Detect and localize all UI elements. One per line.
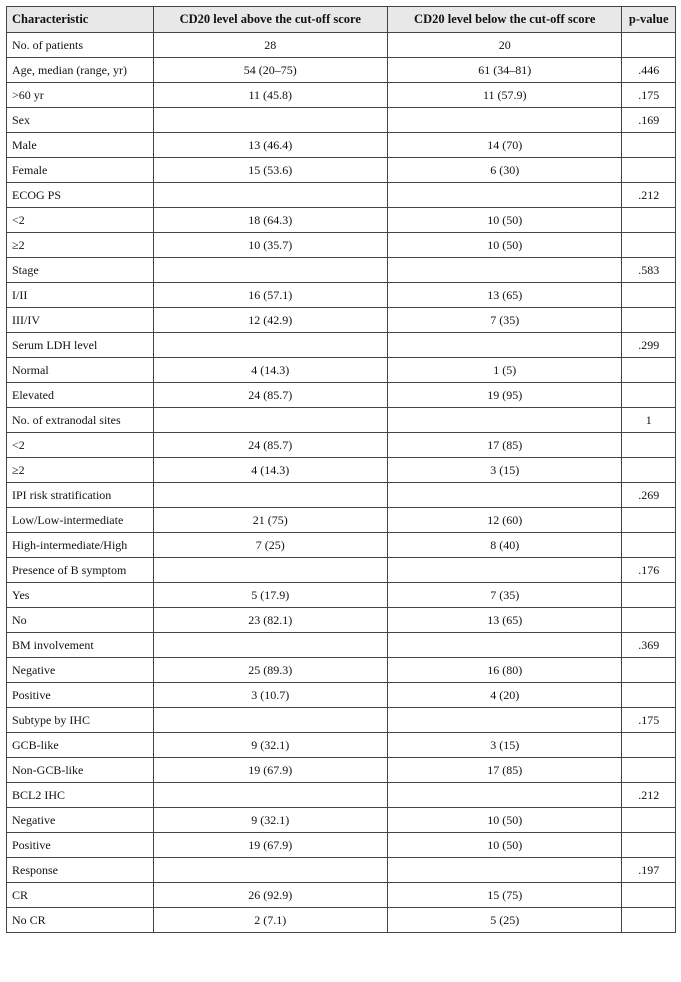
characteristic-cell: Positive [7,833,154,858]
table-row [7,558,676,583]
table-row [7,33,676,58]
p-value-cell [622,508,676,533]
characteristic-cell: I/II [7,283,154,308]
table-row [7,83,676,108]
characteristic-cell: Presence of B symptom [7,558,154,583]
table-row [7,858,676,883]
below-cutoff-cell: 16 (80) [387,658,621,683]
characteristic-cell: Yes [7,583,154,608]
p-value-cell [622,808,676,833]
characteristic-cell: Subtype by IHC [7,708,154,733]
table-header [7,7,676,33]
above-cutoff-cell: 9 (32.1) [153,808,387,833]
p-value-cell [622,208,676,233]
characteristic-cell: ECOG PS [7,183,154,208]
p-value-cell: 1 [622,408,676,433]
below-cutoff-cell: 17 (85) [387,758,621,783]
p-value-cell [622,583,676,608]
below-cutoff-cell [387,708,621,733]
below-cutoff-cell: 15 (75) [387,883,621,908]
characteristic-cell: High-intermediate/High [7,533,154,558]
above-cutoff-cell: 24 (85.7) [153,433,387,458]
p-value-cell: .446 [622,58,676,83]
above-cutoff-cell [153,108,387,133]
table-row [7,658,676,683]
p-value-cell [622,533,676,558]
above-cutoff-cell: 16 (57.1) [153,283,387,308]
characteristic-cell: GCB-like [7,733,154,758]
above-cutoff-cell: 18 (64.3) [153,208,387,233]
p-value-cell [622,608,676,633]
below-cutoff-cell: 5 (25) [387,908,621,933]
below-cutoff-cell: 61 (34–81) [387,58,621,83]
characteristic-cell: <2 [7,208,154,233]
p-value-cell: .169 [622,108,676,133]
characteristic-cell: No CR [7,908,154,933]
table-row [7,433,676,458]
table-row [7,733,676,758]
header-cd20-below: CD20 level below the cut-off score [387,7,621,33]
above-cutoff-cell: 11 (45.8) [153,83,387,108]
above-cutoff-cell [153,558,387,583]
p-value-cell [622,358,676,383]
characteristic-cell: BCL2 IHC [7,783,154,808]
table-row [7,408,676,433]
p-value-cell [622,883,676,908]
p-value-cell: .269 [622,483,676,508]
p-value-cell: .212 [622,183,676,208]
above-cutoff-cell [153,408,387,433]
table-row [7,508,676,533]
p-value-cell [622,833,676,858]
p-value-cell: .299 [622,333,676,358]
below-cutoff-cell [387,183,621,208]
characteristic-cell: >60 yr [7,83,154,108]
characteristic-cell: Non-GCB-like [7,758,154,783]
p-value-cell [622,733,676,758]
p-value-cell: .583 [622,258,676,283]
above-cutoff-cell: 13 (46.4) [153,133,387,158]
p-value-cell: .176 [622,558,676,583]
p-value-cell [622,233,676,258]
table-row [7,483,676,508]
above-cutoff-cell [153,858,387,883]
table-row [7,58,676,83]
characteristic-cell: No [7,608,154,633]
characteristic-cell: III/IV [7,308,154,333]
header-row [7,7,676,33]
table-row [7,183,676,208]
characteristic-cell: Sex [7,108,154,133]
table-body [7,33,676,933]
characteristic-cell: Normal [7,358,154,383]
characteristic-cell: Age, median (range, yr) [7,58,154,83]
above-cutoff-cell: 19 (67.9) [153,833,387,858]
below-cutoff-cell: 10 (50) [387,208,621,233]
table-row [7,708,676,733]
above-cutoff-cell: 24 (85.7) [153,383,387,408]
characteristic-cell: No. of patients [7,33,154,58]
table-row [7,108,676,133]
characteristic-cell: CR [7,883,154,908]
table-row [7,608,676,633]
p-value-cell [622,758,676,783]
above-cutoff-cell: 19 (67.9) [153,758,387,783]
table-row [7,358,676,383]
above-cutoff-cell [153,633,387,658]
p-value-cell [622,683,676,708]
table-row [7,633,676,658]
p-value-cell [622,908,676,933]
characteristic-cell: Negative [7,658,154,683]
table-row [7,458,676,483]
below-cutoff-cell: 4 (20) [387,683,621,708]
p-value-cell: .175 [622,708,676,733]
below-cutoff-cell: 7 (35) [387,308,621,333]
below-cutoff-cell: 12 (60) [387,508,621,533]
p-value-cell [622,658,676,683]
above-cutoff-cell: 21 (75) [153,508,387,533]
p-value-cell [622,33,676,58]
above-cutoff-cell: 4 (14.3) [153,458,387,483]
header-characteristic: Characteristic [7,7,154,33]
below-cutoff-cell: 20 [387,33,621,58]
below-cutoff-cell: 13 (65) [387,608,621,633]
table-row [7,883,676,908]
above-cutoff-cell: 3 (10.7) [153,683,387,708]
characteristic-cell: Elevated [7,383,154,408]
p-value-cell: .369 [622,633,676,658]
table-row [7,158,676,183]
table-row [7,908,676,933]
characteristic-cell: Positive [7,683,154,708]
above-cutoff-cell [153,333,387,358]
table-row [7,583,676,608]
p-value-cell [622,133,676,158]
below-cutoff-cell [387,783,621,808]
above-cutoff-cell: 25 (89.3) [153,658,387,683]
above-cutoff-cell [153,783,387,808]
above-cutoff-cell: 9 (32.1) [153,733,387,758]
table-row [7,283,676,308]
table-row [7,808,676,833]
above-cutoff-cell: 10 (35.7) [153,233,387,258]
below-cutoff-cell: 17 (85) [387,433,621,458]
table-row [7,208,676,233]
characteristic-cell: Negative [7,808,154,833]
characteristic-cell: Female [7,158,154,183]
p-value-cell [622,158,676,183]
p-value-cell [622,308,676,333]
above-cutoff-cell: 2 (7.1) [153,908,387,933]
above-cutoff-cell: 4 (14.3) [153,358,387,383]
characteristic-cell: Low/Low-intermediate [7,508,154,533]
characteristic-cell: IPI risk stratification [7,483,154,508]
p-value-cell: .197 [622,858,676,883]
p-value-cell: .212 [622,783,676,808]
above-cutoff-cell: 7 (25) [153,533,387,558]
table-row [7,308,676,333]
below-cutoff-cell: 6 (30) [387,158,621,183]
characteristic-cell: Male [7,133,154,158]
table-row [7,533,676,558]
above-cutoff-cell: 15 (53.6) [153,158,387,183]
below-cutoff-cell [387,483,621,508]
characteristic-cell: ≥2 [7,233,154,258]
p-value-cell: .175 [622,83,676,108]
characteristic-cell: ≥2 [7,458,154,483]
above-cutoff-cell [153,183,387,208]
below-cutoff-cell [387,408,621,433]
characteristic-cell: Response [7,858,154,883]
below-cutoff-cell: 11 (57.9) [387,83,621,108]
below-cutoff-cell: 14 (70) [387,133,621,158]
characteristic-cell: Serum LDH level [7,333,154,358]
above-cutoff-cell: 26 (92.9) [153,883,387,908]
above-cutoff-cell: 54 (20–75) [153,58,387,83]
below-cutoff-cell: 10 (50) [387,808,621,833]
below-cutoff-cell: 1 (5) [387,358,621,383]
below-cutoff-cell: 10 (50) [387,833,621,858]
below-cutoff-cell: 7 (35) [387,583,621,608]
above-cutoff-cell: 12 (42.9) [153,308,387,333]
below-cutoff-cell: 3 (15) [387,458,621,483]
below-cutoff-cell: 19 (95) [387,383,621,408]
below-cutoff-cell: 3 (15) [387,733,621,758]
table-row [7,683,676,708]
table-row [7,758,676,783]
table-row [7,333,676,358]
above-cutoff-cell: 23 (82.1) [153,608,387,633]
table-row [7,383,676,408]
above-cutoff-cell: 5 (17.9) [153,583,387,608]
below-cutoff-cell [387,258,621,283]
p-value-cell [622,433,676,458]
p-value-cell [622,283,676,308]
table-row [7,833,676,858]
below-cutoff-cell [387,108,621,133]
below-cutoff-cell: 8 (40) [387,533,621,558]
below-cutoff-cell [387,858,621,883]
header-cd20-above: CD20 level above the cut-off score [153,7,387,33]
characteristic-cell: BM involvement [7,633,154,658]
below-cutoff-cell [387,633,621,658]
table-row [7,233,676,258]
below-cutoff-cell [387,558,621,583]
above-cutoff-cell [153,258,387,283]
characteristic-cell: No. of extranodal sites [7,408,154,433]
p-value-cell [622,458,676,483]
table-row [7,258,676,283]
table-row [7,783,676,808]
characteristic-cell: <2 [7,433,154,458]
characteristics-table [6,6,676,933]
below-cutoff-cell [387,333,621,358]
p-value-cell [622,383,676,408]
characteristic-cell: Stage [7,258,154,283]
above-cutoff-cell [153,708,387,733]
below-cutoff-cell: 13 (65) [387,283,621,308]
table-row [7,133,676,158]
below-cutoff-cell: 10 (50) [387,233,621,258]
header-p-value: p-value [622,7,676,33]
above-cutoff-cell: 28 [153,33,387,58]
above-cutoff-cell [153,483,387,508]
